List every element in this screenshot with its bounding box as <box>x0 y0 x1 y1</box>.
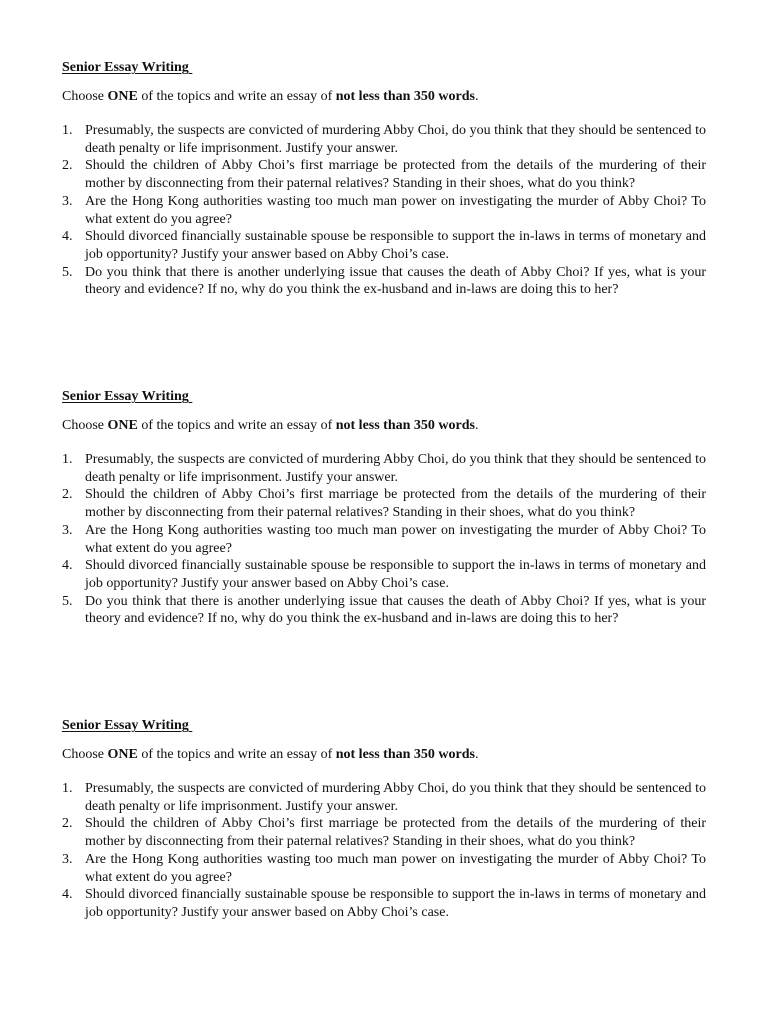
topic-item <box>62 815 706 850</box>
instruction-middle: of the topics and write an essay of <box>137 89 336 104</box>
topic-number: 5. <box>62 264 73 280</box>
topic-text: Presumably, the suspects are convicted of murdering Abby Choi, do you think that they should be sentenced to death penalty or life imprisonment. Justify your answer. <box>85 781 706 814</box>
topic-number: 1. <box>62 452 73 467</box>
topic-text: Are the Hong Kong authorities wasting too much man power on investigating the murder of Abby Choi? To what extent do you agree? <box>85 851 706 885</box>
topic-text: Do you think that there is another underlying issue that causes the death of Abby Choi? If yes, what is your theory and evidence? If no, why do you think the ex-husband and in-laws are doing this to her? <box>85 264 706 298</box>
instruction-one: ONE <box>107 418 138 433</box>
topic-item <box>62 593 706 628</box>
topic-text: Are the Hong Kong authorities wasting too much man power on investigating the murder of Abby Choi? To what extent do you agree? <box>85 193 706 227</box>
topic-text: Should divorced financially sustainable spouse be responsible to support the in-laws in terms of monetary and job opportunity? Justify your answer based on Abby Choi’s case. <box>85 887 706 920</box>
topic-text: Should the children of Abby Choi’s first marriage be protected from the details of the murdering of their mother by disconnecting from their paternal relatives? Standing in their shoes, what do you think? <box>85 816 706 850</box>
instruction-suffix: . <box>474 89 479 104</box>
topic-number: 3. <box>62 522 73 538</box>
instruction-requirement: not less than 350 words <box>335 89 475 104</box>
instruction-prefix: Choose <box>62 418 108 433</box>
instruction-suffix: . <box>474 418 479 433</box>
topic-list <box>62 780 706 922</box>
topic-item <box>62 557 706 592</box>
instruction-suffix: . <box>474 747 479 762</box>
topic-item <box>62 486 706 521</box>
topic-text: Are the Hong Kong authorities wasting too much man power on investigating the murder of Abby Choi? To what extent do you agree? <box>85 522 706 556</box>
topic-number: 4. <box>62 887 73 903</box>
essay-section <box>62 388 706 628</box>
topic-item <box>62 886 706 921</box>
topic-text: Do you think that there is another underlying issue that causes the death of Abby Choi? If yes, what is your theory and evidence? If no, why do you think the ex-husband and in-laws are doing this to her? <box>85 593 706 627</box>
topic-number: 2. <box>62 487 73 503</box>
instruction-one: ONE <box>107 747 138 762</box>
topic-text: Should divorced financially sustainable spouse be responsible to support the in-laws in terms of monetary and job opportunity? Justify your answer based on Abby Choi’s case. <box>85 229 706 262</box>
section-heading: Senior Essay Writing <box>62 60 193 75</box>
topic-item <box>62 264 706 299</box>
topic-item <box>62 157 706 192</box>
topic-number: 2. <box>62 158 73 174</box>
topic-number: 4. <box>62 558 73 574</box>
topic-item <box>62 228 706 263</box>
topic-item <box>62 780 706 815</box>
topic-number: 3. <box>62 193 73 209</box>
instruction-requirement: not less than 350 words <box>335 747 475 762</box>
instruction-requirement: not less than 350 words <box>335 418 475 433</box>
instruction-middle: of the topics and write an essay of <box>137 418 336 433</box>
topic-text: Should divorced financially sustainable spouse be responsible to support the in-laws in terms of monetary and job opportunity? Justify your answer based on Abby Choi’s case. <box>85 558 706 591</box>
instruction-prefix: Choose <box>62 89 108 104</box>
topic-text: Presumably, the suspects are convicted of murdering Abby Choi, do you think that they should be sentenced to death penalty or life imprisonment. Justify your answer. <box>85 452 706 485</box>
topic-item <box>62 193 706 228</box>
instruction-line <box>62 88 706 106</box>
topic-number: 1. <box>62 123 73 138</box>
essay-section <box>62 717 706 922</box>
topic-number: 5. <box>62 593 73 609</box>
topic-item <box>62 851 706 886</box>
topic-list <box>62 451 706 628</box>
topic-number: 3. <box>62 851 73 867</box>
section-heading: Senior Essay Writing <box>62 389 193 404</box>
topic-item <box>62 522 706 557</box>
essay-section <box>62 59 706 299</box>
instruction-one: ONE <box>107 89 138 104</box>
instruction-prefix: Choose <box>62 747 108 762</box>
topic-text: Should the children of Abby Choi’s first marriage be protected from the details of the murdering of their mother by disconnecting from their paternal relatives? Standing in their shoes, what do you think? <box>85 487 706 521</box>
instruction-line <box>62 746 706 764</box>
topic-text: Presumably, the suspects are convicted of murdering Abby Choi, do you think that they should be sentenced to death penalty or life imprisonment. Justify your answer. <box>85 123 706 156</box>
topic-number: 1. <box>62 781 73 796</box>
topic-item <box>62 122 706 157</box>
topic-list <box>62 122 706 299</box>
topic-text: Should the children of Abby Choi’s first marriage be protected from the details of the murdering of their mother by disconnecting from their paternal relatives? Standing in their shoes, what do you think? <box>85 158 706 192</box>
topic-number: 4. <box>62 229 73 245</box>
instruction-middle: of the topics and write an essay of <box>137 747 336 762</box>
instruction-line <box>62 417 706 435</box>
section-heading: Senior Essay Writing <box>62 718 193 733</box>
topic-item <box>62 451 706 486</box>
topic-number: 2. <box>62 816 73 832</box>
